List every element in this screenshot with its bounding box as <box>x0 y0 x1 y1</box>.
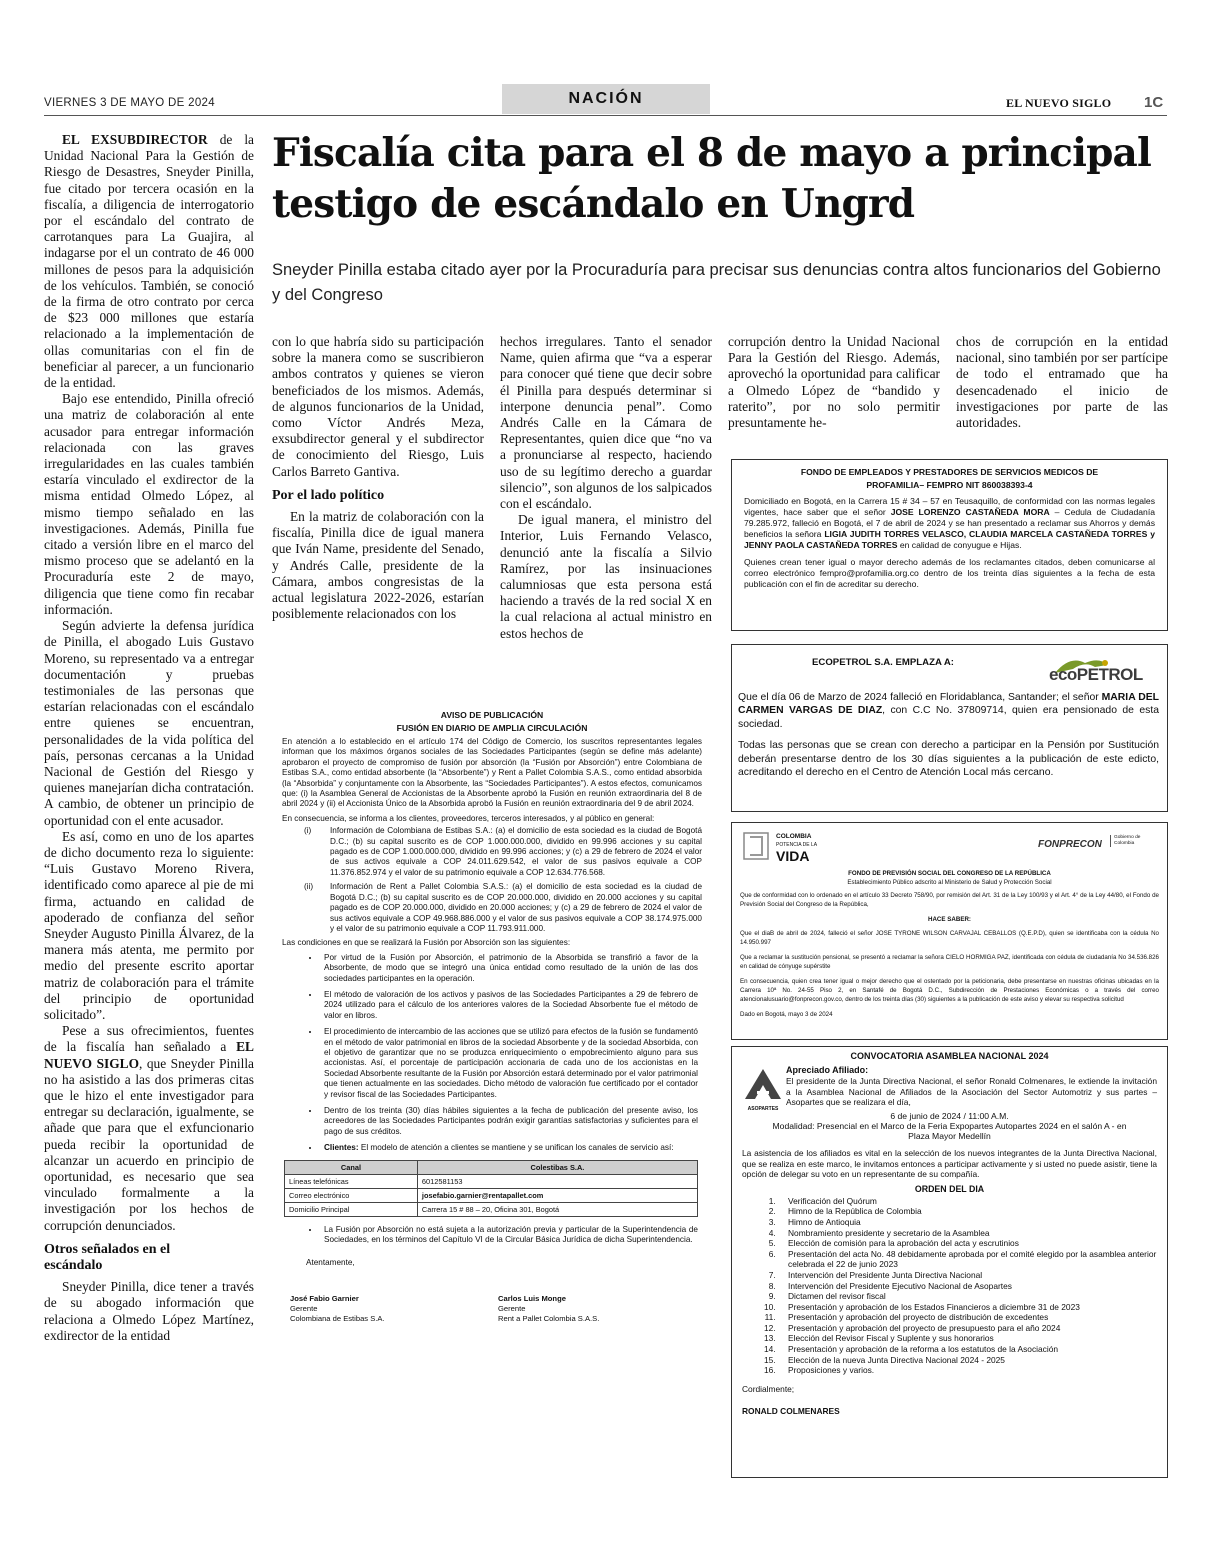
aviso-item-2 <box>272 882 712 934</box>
article-column-4 <box>728 334 940 464</box>
condition-2: • El método de valoración de los activos y pasivos de las Sociedades Participantes a 29 de febrero de 2024 utilizado para el cálculo de los anteriores valores de la Sociedad Absorbente fue el método de valor en libros. <box>320 990 698 1021</box>
page-number: 1C <box>1144 94 1164 111</box>
asopartes-title: CONVOCATORIA ASAMBLEA NACIONAL 2024 <box>850 1051 1049 1061</box>
lead-bold: EL EXSUBDIRECTOR <box>62 132 208 147</box>
fempro-notice <box>731 459 1168 631</box>
masthead-rule <box>44 115 1167 116</box>
aviso-fusion-notice <box>272 700 712 1480</box>
paper-name: EL NUEVO SIGLO <box>1006 96 1112 110</box>
fonprecon-title: FONDO DE PREVISIÓN SOCIAL DEL CONGRESO DE LA REPÚBLICA <box>848 870 1051 877</box>
ecopetrol-name: MARIA DEL CARMEN VARGAS DE DIAZ <box>738 692 1159 717</box>
sig1-name: José Fabio Garnier <box>290 1294 359 1304</box>
ecopetrol-notice <box>731 644 1168 812</box>
table-cell: 6012581153 <box>417 1174 697 1188</box>
headline: Fiscalía cita para el 8 de mayo a principal testigo de escándalo en Ungrd <box>272 130 1152 227</box>
ecopetrol-logo-text: ecoPETROL <box>1049 665 1143 684</box>
aviso-conditions: Las condiciones en que se realizará la Fusión por Absorción son las siguientes: <box>282 938 571 948</box>
subheading-otros: Otros señalados en el escándalo <box>44 1241 171 1274</box>
potencia-text: POTENCIA DE LA <box>776 842 818 848</box>
sig2-role: Gerente <box>498 1304 526 1314</box>
asopartes-notice <box>731 1046 1168 1478</box>
orden-del-dia: ORDEN DEL DIA <box>914 1183 985 1194</box>
fonprecon-p1: Que de conformidad con lo ordenado en el artículo 33 Decreto 758/90, por remisión del Art. 31 de la Ley 100/93 y el Art. 4° de la Ley 44/80, el Fondo de Previsión Social del Congreso de la República, <box>740 892 1159 908</box>
ecopetrol-text-c: , con C.C No. 37809714, quien era pensionado de esta sociedad. <box>738 705 1159 730</box>
subhead: Sneyder Pinilla estaba citado ayer por la Procuraduría para precisar sus denuncias contra altos funcionarios del Gobierno y del Congreso <box>272 261 1161 304</box>
table-cell: Líneas telefónicas <box>285 1174 418 1188</box>
asopartes-mode: Modalidad: Presencial en el Marco de la Feria Expopartes Autopartes 2024 en el salón A - en Plaza Mayor Medellín <box>772 1120 1127 1142</box>
asopartes-closing: Cordialmente; <box>742 1383 795 1394</box>
clientes-text: El modelo de atención a clientes se mantiene y se unifican los canales de servicio así: <box>358 1143 674 1153</box>
table-cell: Correo electrónico <box>285 1188 418 1202</box>
table-cell: Carrera 15 # 88 – 20, Oficina 301, Bogotá <box>417 1202 697 1216</box>
fonprecon-hace-saber: HACE SABER: <box>928 916 971 923</box>
ecopetrol-body-2: Todas las personas que se crean con derecho a participar en la Pensión por Sustitución deberán presentarse dentro de los 30 días siguientes a la publicación de este edicto, acreditando el derecho en el Centro de Atención Local más cercano. <box>738 740 1159 779</box>
asopartes-logo-text: ASOPARTES <box>747 1106 779 1112</box>
ecopetrol-text-a: Que el día 06 de Marzo de 2024 falleció en Floridablanca, Santander; el señor <box>738 692 1102 703</box>
fonprecon-logo: FONPRECON <box>1038 839 1102 850</box>
signatures <box>272 1294 712 1324</box>
table-cell: Domicilio Principal <box>285 1202 418 1216</box>
fonprecon-p3: Que a reclamar la sustitución pensional, se presentó a reclamar la señora CIELO HORMIGA PAZ, identificada con cédula de ciudadanía No 34.536.826 en calidad de cónyuge supérstite <box>740 954 1159 970</box>
agenda-item: 16. Proposiciones y varios. <box>778 1365 1157 1376</box>
ecopetrol-title: ECOPETROL S.A. EMPLAZA A: <box>812 657 954 668</box>
agenda-item: 9. Dictamen del revisor fiscal <box>778 1291 1157 1302</box>
agenda-item: 6. Presentación del acta No. 48 debidamente aprobada por el comité elegido por la asamblea anterior celebrada el 22 de junio 2023 <box>778 1249 1157 1270</box>
asopartes-greeting: Apreciado Afiliado: <box>786 1065 869 1075</box>
masthead-date: VIERNES 3 DE MAYO DE 2024 <box>44 97 215 109</box>
p5-bold: EL NUEVO SIGLO <box>44 1039 254 1071</box>
vida-text: VIDA <box>776 848 810 864</box>
asopartes-date: 6 de junio de 2024 / 11:00 A.M. <box>890 1110 1009 1121</box>
asopartes-logo <box>740 1067 786 1115</box>
agenda-item: 15. Elección de la nueva Junta Directiva Nacional 2024 - 2025 <box>778 1355 1157 1366</box>
article-column-1 <box>44 132 254 1482</box>
sig2-name: Carlos Luis Monge <box>498 1294 566 1304</box>
asopartes-signer: RONALD COLMENARES <box>742 1405 840 1416</box>
article-column-3 <box>500 334 712 672</box>
fempro-text-a: Domiciliado en Bogotá, en la Carrera 15 # 34 – 57 en Teusaquillo, de conformidad con las normas legales vigentes, hace saber que el señor <box>744 496 1155 517</box>
fempro-claimants: LIGIA JUDITH TORRES VELASCO, CLAUDIA MARCELA CASTAÑEDA TORRES y JENNY PAOLA CASTAÑEDA TORRES <box>744 529 1155 550</box>
ecopetrol-logo <box>1045 651 1155 685</box>
fempro-body-2: Quienes crean tener igual o mayor derecho además de los reclamantes citados, deben comunicarse al correo electrónico fempro@profamilia.org.co dentro de los treinta días siguientes a la fecha de esta publicación con el fin de acreditar su derecho. <box>744 557 1155 589</box>
conditions-list <box>320 953 712 1154</box>
p5-pre: Pese a sus ofrecimientos, fuentes de la fiscalía han señalado a <box>44 1023 254 1055</box>
table-cell: josefabio.garnier@rentapallet.com <box>417 1188 697 1202</box>
aviso-consec: En consecuencia, se informa a los clientes, proveedores, terceros interesados, y al público en general: <box>282 813 655 823</box>
item-1-text: Información de Colombiana de Estibas S.A.: (a) el domicilio de esta sociedad es la ciudad de Bogotá D.C.; (b) su capital suscrito es de COP 1.000.000.000, dividido en 99.996 acciones y su capital pagado es de COP 1.000.000.000, dividido en 99.996 acciones; y (c) a 29 de febrero de 2024 el valor de sus activos equivale a COP 24.011.629.542, el valor de sus pasivos equivale a COP 11.376.852.974 y el valor de su patrimonio equivale a COP 12.634.776.568. <box>330 826 702 877</box>
sig1-org: Colombiana de Estibas S.A. <box>290 1314 385 1324</box>
item-2-number: (ii) <box>304 882 314 892</box>
condition-5 <box>320 1143 698 1153</box>
c5-text: chos de corrupción en la entidad nacional, sino también por ser partícipe de todo el entramado que ha desencadenado el inicio de investigaciones por parte de las autoridades. <box>956 334 1168 431</box>
fonprecon-subtitle: Establecimiento Público adscrito al Ministerio de Salud y Protección Social <box>847 879 1052 886</box>
table-row <box>285 1202 698 1216</box>
agenda-item: 1. Verificación del Quórum <box>778 1196 1157 1207</box>
aviso-intro: En atención a lo establecido en el artículo 174 del Código de Comercio, los suscritos representantes legales informan que los máximos órganos sociales de las Sociedades Participantes (según se define más adelante) aprobaron el proyecto de compromiso de fusión por absorción (la “Fusión por Absorción”) entre Colombiana de Estibas S.A., como entidad absorbente (la “Absorbente”) y Rent a Pallet Colombia S.A.S., como entidad absorbida (la “Absorbida” y conjuntamente con la Absorbente, las “Sociedades Participantes”). A estos efectos, comunicamos que: (i) la Asamblea General de Accionistas de la Absorbente aprobó la Fusión en reunión extraordinaria del 8 de abril 2024 y (ii) el Accionista Único de la Absorbida aprobó la Fusión en reunión extraordinaria del 9 de abril 2024. <box>282 737 702 809</box>
paragraph-4: Es así, como en uno de los apartes de dicho documento reza lo siguiente: “Luis Gustavo Moreno Rivera, identificado como aparece al pie de mi firma, actuando en calidad de apoderado de confianza del señor Sneyder Augusto Pinilla Álvarez, de la manera más atenta, me permito por medio del presente escrito aportar matriz de colaboración para el trámite del principio de oportunidad solicitado”. <box>44 828 254 1022</box>
item-2-text: Información de Rent a Pallet Colombia S.A.S.: (a) el domicilio de esta sociedad es la ciudad de Bogotá D.C.; (b) su capital suscrito es de COP 20.000.000, dividido en 20.000 acciones y su capital pagado es de COP 20.000.000, dividido en 20.000 acciones; y (c) a 29 de febrero de 2024 el valor de sus activos equivale a COP 49.968.886.000 y el valor de sus pasivos equivale a COP 38.174.975.000 y el valor de su patrimonio equivale a COP 11.793.911.000. <box>330 882 702 933</box>
condition-6: • La Fusión por Absorción no está sujeta a la autorización previa y particular de la Superintendencia de Sociedades, en los términos del Capítulo VI de la Circular Básica Jurídica de dicha Superintendencia. <box>320 1225 698 1246</box>
agenda-item: 12. Presentación y aprobación del proyecto de presupuesto para el año 2024 <box>778 1323 1157 1334</box>
fempro-title: FONDO DE EMPLEADOS Y PRESTADORES DE SERVICIOS MEDICOS DE PROFAMILIA– FEMPRO NIT 860038393-4 <box>800 467 1099 490</box>
condition-3: • El procedimiento de intercambio de las acciones que se utilizó para efectos de la fusión se fundamentó en el método de valor patrimonial en libros de la sociedad Absorbente y de la sociedad Absorbida, con el objetivo de garantizar que no se produzca enriquecimiento o empobrecimiento alguno para sus accionistas. Así, el porcentaje de participación accionaria de cada uno de los accionistas en la Sociedad Absorbente resultante de la Fusión por Absorción estará determinado por el valor patrimonial que tienen actualmente en las sociedades. Dicho método de valoración fue certificado por el contador y revisor fiscal de las Sociedades Participantes. <box>320 1027 698 1100</box>
paragraph-2: Bajo ese entendido, Pinilla ofreció una matriz de colaboración al ente acusador para entregar información relacionada con las graves irregularidades en las cuales también estaría vinculado el exdirector de la misma entidad Olmedo López, al mismo tiempo señalado en las investigaciones. Además, Pinilla fue citado a versión libre en el marco del mismo proceso que se adelantó en la Procuraduría este 2 de mayo, diligencia que tiene como fin recabar información. <box>44 391 254 617</box>
subheading-politico: Por el lado político <box>272 487 385 503</box>
aviso-title-2: FUSIÓN EN DIARIO DE AMPLIA CIRCULACIÓN <box>396 723 588 733</box>
lead-text: de la Unidad Nacional Para la Gestión de Riesgo de Desastres, Sneyder Pinilla, fue citado por tercera ocasión en la fiscalía, a diligencia de interrogatorio por el escándalo del contrato de carrotanques para La Guajira, al indagarse por el un contrato de 46 000 millones de pesos para la adquisición de los vehículos. También, se conoció de la firma de otro contrato por cerca de $23 000 millones que estaría relacionado a la implementación de ollas comunitarias con el fin de beneficiar al parecer, a un funcionario de la entidad. <box>44 132 254 391</box>
sig1-role: Gerente <box>290 1304 318 1314</box>
fempro-text-c: – Cedula de Ciudadanía 79.285.972, falleció en Bogotá, el 7 de abril de 2024 y se han presentado a reclamar sus Ahorros y demás beneficios la señora <box>744 507 1155 539</box>
clientes-label: Clientes: <box>324 1143 359 1153</box>
signature-2 <box>498 1294 599 1324</box>
item-1-number: (i) <box>304 826 312 836</box>
colombia-text: COLOMBIA <box>776 833 812 840</box>
agenda-item: 10. Presentación y aprobación de los Estados Financieros a diciembre 31 de 2023 <box>778 1302 1157 1313</box>
aviso-item-1 <box>272 826 712 878</box>
colombia-vida-logo <box>742 829 862 865</box>
c3b-text: De igual manera, el ministro del Interior, Luis Fernando Velasco, denunció ante la fiscalía a Silvio Ramírez, por las insinuaciones calumniosas que esta persona está haciendo a través de la red social X en la cual relaciona al actual ministro en estos hechos de <box>500 512 712 641</box>
asopartes-p1: El presidente de la Junta Directiva Nacional, el señor Ronald Colmenares, le extiende la invitación a la Asamblea Nacional de Afiliados de la Asociación del Sector Automotriz y sus partes – Asopartes que se realizara el día, <box>786 1076 1157 1108</box>
p5-post: , que Sneyder Pinilla no ha asistido a las dos primeras citas que le hizo el ente investigador para entregar su declaración, igualmente, se añade que para que el exfuncionario pueda recibir la oportunidad de alcanzar un acuerdo en principio de oportunidad, es necesario que sea vinculado formalmente a la investigación por los hechos de corrupción denunciados. <box>44 1055 254 1233</box>
gov-logo: Gobierno de Colombia <box>1110 835 1154 847</box>
condition-1: • Por virtud de la Fusión por Absorción, el patrimonio de la Absorbida se transfirió a favor de la Absorbente, de modo que se integró una única entidad como resultado de la unión de las dos sociedades participantes en la operación. <box>320 953 698 984</box>
agenda-item: 7. Intervención del Presidente Junta Directiva Nacional <box>778 1270 1157 1281</box>
c2b-text: En la matriz de colaboración con la fiscalía, Pinilla dice de igual manera que Iván Name, presidente del Senado, y Andrés Calle, presidente de la Cámara, ambos congresistas de la actual legislatura 2022-2026, estarían posiblemente relacionados con los <box>272 509 484 622</box>
agenda-item: 3. Himno de Antioquia <box>778 1217 1157 1228</box>
paragraph-6: Sneyder Pinilla, dice tener a través de su abogado información que relaciona a Olmedo López Martínez, exdirector de la entidad <box>44 1279 254 1343</box>
table-row <box>285 1188 698 1202</box>
section-name: NACIÓN <box>568 90 644 107</box>
aviso-title-1: AVISO DE PUBLICACIÓN <box>440 710 544 720</box>
channels-table <box>284 1160 698 1217</box>
aviso-closing: Atentamente, <box>306 1258 355 1268</box>
agenda-item: 11. Presentación y aprobación del proyecto de distribución de excedentes <box>778 1312 1157 1323</box>
agenda-item: 14. Presentación y aprobación de la reforma a los estatutos de la Asociación <box>778 1344 1157 1355</box>
c3-text: hechos irregulares. Tanto el senador Name, quien afirma que “va a esperar para conocer qué tiene que decir sobre él Pinilla para después determinar si interpone denuncia penal”. Como Andrés Calle en la Cámara de Representantes, quien dice que “no va a pronunciarse al respecto, haciendo uso de su legítimo derecho a guardar silencio”, son algunos de los salpicados con el escándalo. <box>500 334 712 512</box>
signature-1 <box>290 1294 498 1324</box>
c2-text: con lo que habría sido su participación sobre la manera como se suscribieron ambos contratos y quienes se vieron beneficiados de los mismos. Además, de algunos funcionarios de la Unidad, como Víctor Andrés Meza, exsubdirector general y el subdirector de conocimiento del Riesgo, Luis Carlos Barreto Gantiva. <box>272 334 484 479</box>
fempro-body <box>744 496 1155 551</box>
agenda-item: 2. Himno de la República de Colombia <box>778 1206 1157 1217</box>
conditions-list-2 <box>320 1225 712 1246</box>
asopartes-p2: La asistencia de los afiliados es vital en la selección de los nuevos integrantes de la Junta Directiva Nacional, que se realiza en este marco, le invitamos entonces a participar activamente y si usted no puede asistir, tiene la opción de delegar su voto en un representante de su compañía. <box>742 1147 1157 1180</box>
section-banner <box>502 84 710 114</box>
agenda-item: 13. Elección del Revisor Fiscal y Suplente y sus honorarios <box>778 1333 1157 1344</box>
article-column-5 <box>956 334 1168 464</box>
agenda-item: 5. Elección de comisión para la aprobación del acta y escrutinios <box>778 1238 1157 1249</box>
colombia-flag-icon <box>742 829 778 863</box>
fonprecon-p2: Que el diaB de abril de 2024, falleció el señor JOSE TYRONE WILSON CARVAJAL CEBALLOS (Q.E.P.D), quien se identificaba con la cédula No 14.950.997 <box>740 930 1159 946</box>
condition-4: • Dentro de los treinta (30) días hábiles siguientes a la fecha de publicación del presente aviso, los acreedores de las Sociedades Participantes podrán exigir garantías satisfactorias y suficientes para el pago de sus créditos. <box>320 1106 698 1137</box>
table-row <box>285 1174 698 1188</box>
table-header-company: Colestibas S.A. <box>417 1160 697 1174</box>
fonprecon-notice <box>731 822 1168 1040</box>
ecopetrol-body <box>738 691 1159 779</box>
asopartes-a-icon <box>743 1067 783 1101</box>
c4-text: corrupción dentro la Unidad Nacional Para la Gestión del Riesgo. Además, aprovechó la oportunidad para calificar a Olmedo López de “bandido y raterito”, por no solo permitir presuntamente he- <box>728 334 940 431</box>
fempro-text-e: en calidad de conyugue e Hijas. <box>897 540 1022 550</box>
agenda-list <box>778 1196 1157 1376</box>
fonprecon-p4: En consecuencia, quien crea tener igual o mejor derecho que el ostentado por la peticionaria, debe presentarse en nuestras oficinas ubicadas en la Carrera 10ª No. 24-55 Piso 2, en Santafé de Bogotá D.C., Subdirección de Prestaciones Económicas o a través del correo atencionalusuario@fonprecon.gov.co, dentro de los treinta días (30) siguientes a la publicación de este aviso y elevar su respectiva solicitud <box>740 978 1159 1003</box>
fonprecon-p5: Dado en Bogotá, mayo 3 de 2024 <box>740 1011 833 1018</box>
sig2-org: Rent a Pallet Colombia S.A.S. <box>498 1314 600 1324</box>
table-header-canal: Canal <box>285 1160 418 1174</box>
fempro-name: JOSE LORENZO CASTAÑEDA MORA <box>890 507 1050 517</box>
agenda-item: 8. Intervención del Presidente Ejecutivo Nacional de Asopartes <box>778 1281 1157 1292</box>
article-column-2 <box>272 334 484 672</box>
paragraph-3: Según advierte la defensa jurídica de Pinilla, el abogado Luis Gustavo Moreno, su representado va a entregar documentación y pruebas testimoniales de las personas que estarían relacionadas con el escándalo entre quienes se encuentran, personalidades de la vida política del país, personas cercanas a la Unidad Nacional de Gestión del Riesgo y quienes manejarían dicha contratación. A cambio, de obtener un principio de oportunidad con el ente acusador. <box>44 618 254 828</box>
agenda-item: 4. Nombramiento presidente y secretario de la Asamblea <box>778 1228 1157 1239</box>
